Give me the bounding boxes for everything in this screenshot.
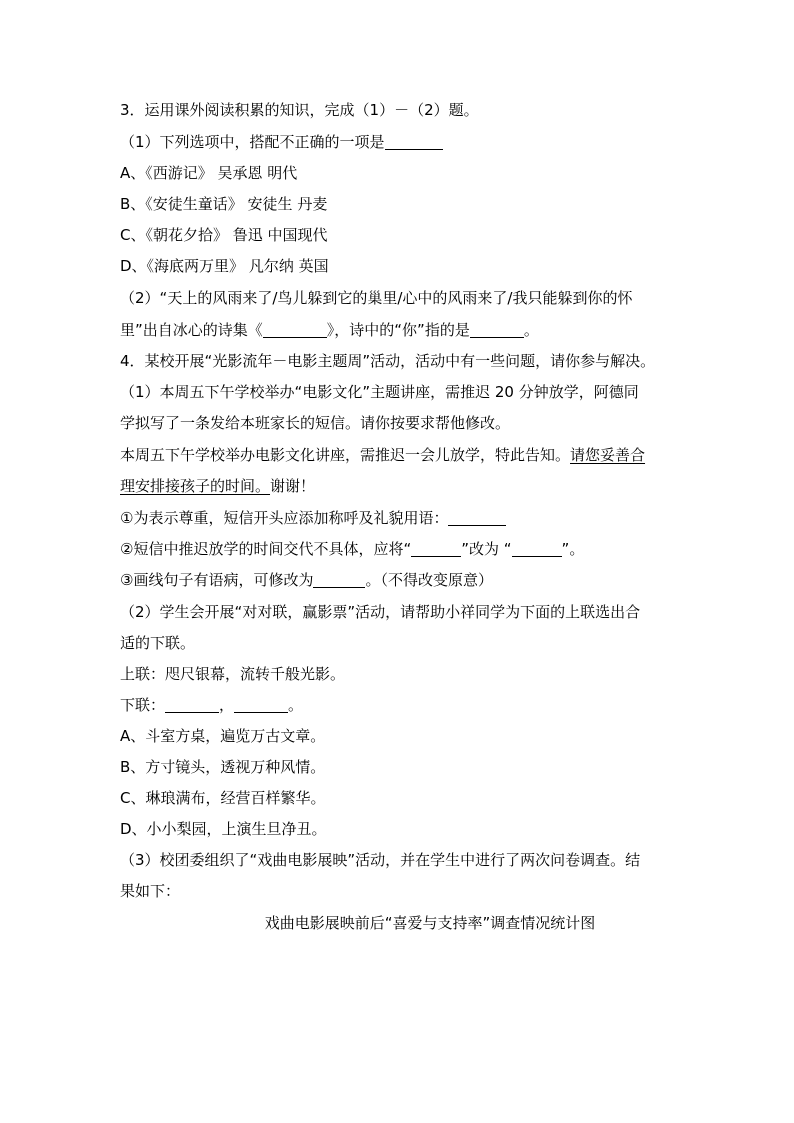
q3-p2-line1: （2）“天上的风雨来了/鸟儿躲到它的巢里/心中的风雨来了/我只能躲到你的怀 xyxy=(120,289,633,307)
q3-p2-line2-c: 。 xyxy=(523,321,539,339)
answer-blank[interactable] xyxy=(470,321,524,338)
answer-blank[interactable] xyxy=(263,321,327,338)
q4-p2-line2: 适的下联。 xyxy=(120,634,196,652)
q3-p2-line2-b: 》，诗中的“你”指的是 xyxy=(326,321,470,339)
q3-option-d: D、《海底两万里》 凡尔纳 英国 xyxy=(120,257,329,275)
q3-title: 3．运用课外阅读积累的知识，完成（1）－（2）题。 xyxy=(120,101,479,119)
sms-text-b: 谢谢！ xyxy=(270,477,316,495)
chart-caption: 戏曲电影展映前后“喜爱与支持率”调查情况统计图 xyxy=(264,914,596,932)
answer-blank[interactable] xyxy=(448,509,506,526)
couplet-upper: 上联：咫尺银幕，流转千般光影。 xyxy=(120,665,346,683)
sms-text-a: 本周五下午学校举办电影文化讲座，需推迟一会儿放学，特此告知。 xyxy=(120,446,571,464)
q4-p1-item3 xyxy=(120,565,680,596)
answer-blank[interactable] xyxy=(313,571,365,588)
couplet-lower xyxy=(120,690,680,721)
q3-p1-stem xyxy=(120,127,680,158)
answer-blank[interactable] xyxy=(234,696,288,713)
item2-text-c: ”。 xyxy=(561,540,585,558)
q3-option-a: A、《西游记》 吴承恩 明代 xyxy=(120,164,298,182)
q3-p1-stem-text: （1）下列选项中，搭配不正确的一项是 xyxy=(120,133,385,151)
q3-option-c: C、《朝花夕拾》 鲁迅 中国现代 xyxy=(120,226,328,244)
answer-blank[interactable] xyxy=(411,540,461,557)
item3-text-a: ③画线句子有语病，可修改为 xyxy=(120,571,314,589)
couplet-option-d: D、小小梨园，上演生旦净丑。 xyxy=(120,820,327,838)
sms-line1 xyxy=(120,440,680,471)
q4-p1-item1 xyxy=(120,503,680,534)
couplet-lower-comma: ， xyxy=(219,696,235,714)
couplet-lower-label: 下联： xyxy=(120,696,166,714)
q4-p1-item2 xyxy=(120,534,680,565)
couplet-lower-end: 。 xyxy=(288,696,304,714)
q4-title: 4．某校开展“光影流年－电影主题周”活动，活动中有一些问题，请你参与解决。 xyxy=(120,352,656,370)
q4-p2-line1: （2）学生会开展“对对联，赢影票”活动，请帮助小祥同学为下面的上联选出合 xyxy=(120,603,641,621)
item1-text: ①为表示尊重，短信开头应添加称呼及礼貌用语： xyxy=(120,509,449,527)
answer-blank[interactable] xyxy=(512,540,562,557)
couplet-option-b: B、方寸镜头，透视万种风情。 xyxy=(120,758,326,776)
item2-text-b: ”改为 “ xyxy=(461,540,512,558)
q4-p1-line2: 学拟写了一条发给本班家长的短信。请你按要求帮他修改。 xyxy=(120,414,511,432)
sms-underlined-a: 请您妥善合 xyxy=(570,446,646,464)
q4-p3-line2: 果如下： xyxy=(120,882,181,900)
answer-blank[interactable] xyxy=(165,696,219,713)
q4-p1-line1: （1）本周五下午学校举办“电影文化”主题讲座，需推迟 20 分钟放学，阿德同 xyxy=(120,383,639,401)
q3-option-b: B、《安徒生童话》 安徒生 丹麦 xyxy=(120,195,328,213)
q4-p3-line1: （3）校团委组织了“戏曲电影展映”活动，并在学生中进行了两次问卷调查。结 xyxy=(120,851,641,869)
q3-p2-line2-a: 里”出自冰心的诗集《 xyxy=(120,321,263,339)
item2-text-a: ②短信中推迟放学的时间交代不具体，应将“ xyxy=(120,540,412,558)
couplet-option-a: A、斗室方桌，遍览万古文章。 xyxy=(120,727,326,745)
sms-line2 xyxy=(120,471,680,502)
answer-blank[interactable] xyxy=(385,133,443,150)
item3-text-b: 。（不得改变原意） xyxy=(365,571,493,589)
couplet-option-c: C、琳琅满布，经营百样繁华。 xyxy=(120,789,326,807)
sms-underlined-b: 理安排接孩子的时间。 xyxy=(120,477,271,495)
q3-p2-line2 xyxy=(120,315,680,346)
